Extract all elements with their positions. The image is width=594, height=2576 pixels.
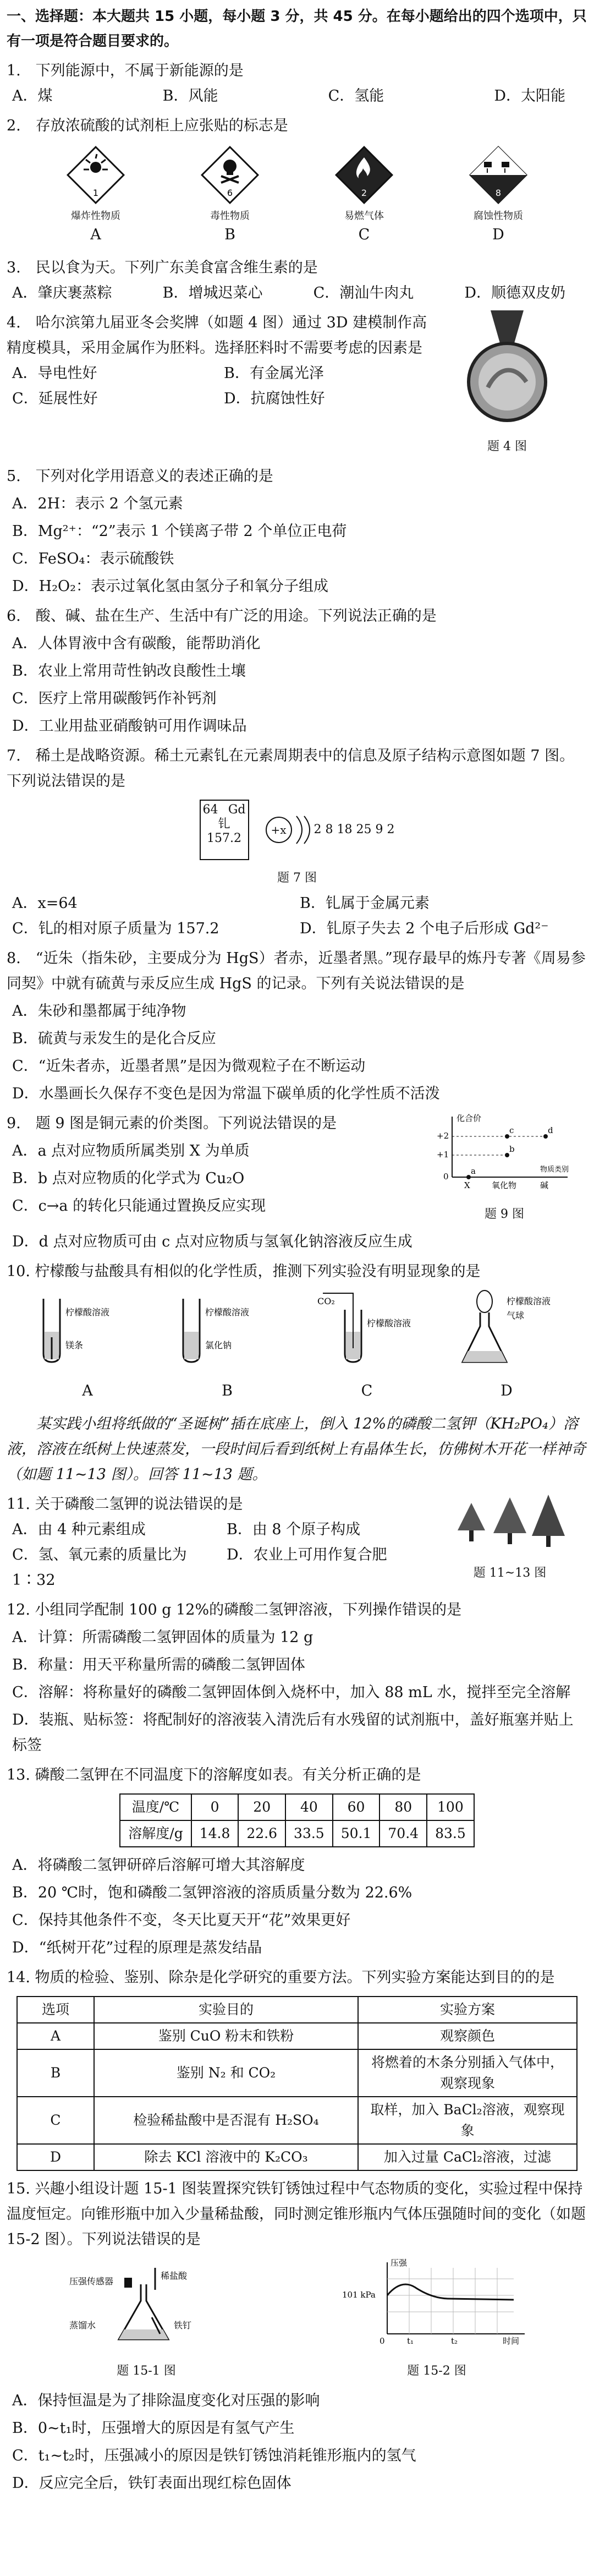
test-tube-icon: [32, 1288, 142, 1370]
svg-text:0: 0: [380, 2336, 385, 2346]
atomic-number: 64: [202, 803, 218, 817]
option-b[interactable]: B．由 8 个原子构成: [227, 1521, 361, 1538]
svg-text:稀盐酸: 稀盐酸: [161, 2271, 188, 2281]
option-d[interactable]: D．太阳能: [494, 87, 565, 105]
svg-text:t₂: t₂: [451, 2336, 458, 2346]
options-grid: [7, 361, 436, 412]
question-stem: 6. 酸、碱、盐在生产、生活中有广泛的用途。下列说法正确的是: [7, 608, 437, 625]
figure-15-1: [58, 2262, 234, 2384]
option-c[interactable]: C．延展性好: [12, 390, 98, 407]
graph-xcat: 碱: [540, 1180, 549, 1190]
table-row[interactable]: [17, 2144, 577, 2170]
option-a[interactable]: A．2H：表示 2 个氢元素: [12, 495, 183, 512]
question-4: [7, 310, 587, 460]
table-header: 实验方案: [358, 1997, 577, 2023]
sign-letter: B: [224, 226, 235, 243]
figure-caption: 题 11~13 图: [473, 1566, 547, 1580]
apparatus-row: [7, 1284, 587, 1407]
figure-caption: 题 15-2 图: [407, 2364, 466, 2378]
skull-sign-icon: [197, 142, 263, 208]
table-cell: A: [17, 2023, 94, 2049]
table-cell: 60: [333, 1794, 380, 1820]
setup-letter: B: [222, 1382, 233, 1399]
sign-letter: A: [90, 226, 101, 243]
svg-text:柠檬酸溶液: 柠檬酸溶液: [367, 1318, 411, 1328]
svg-text:时间: 时间: [503, 2336, 520, 2346]
question-stem: 1. 下列能源中，不属于新能源的是: [7, 62, 244, 79]
table-cell: 检验稀盐酸中是否混有 H₂SO₄: [94, 2097, 358, 2144]
option-a[interactable]: A．肇庆裹蒸粽: [12, 285, 112, 302]
question-stem: 8. “近朱（指朱砂，主要成分为 HgS）者赤，近墨者黑。”现存最早的炼丹专著《周易参同契》中就有硫黄与汞反应生成 HgS 的记录。下列有关说法错误的是: [7, 950, 586, 992]
atom-structure: [266, 813, 395, 846]
question-stem: 3. 民以食为天。下列广东美食富含维生素的是: [7, 259, 318, 276]
option-d[interactable]: D．钆原子失去 2 个电子后形成 Gd²⁻: [300, 920, 549, 937]
graph-xcat: X: [464, 1180, 470, 1190]
sign-name: 腐蚀性物质: [474, 210, 523, 222]
valence-graph: [425, 1111, 584, 1227]
setup-letter: A: [82, 1382, 93, 1399]
option-c[interactable]: C．t₁~t₂时，压强减小的原因是铁钉锈蚀消耗锥形瓶内的氢气: [12, 2447, 416, 2464]
option-b[interactable]: B．b 点对应物质的化学式为 Cu₂O: [12, 1170, 245, 1187]
flask-sensor-icon: [58, 2262, 234, 2350]
point-a: [466, 1175, 471, 1179]
option-c[interactable]: C．保持其他条件不变，冬天比夏天开“花”效果更好: [12, 1912, 351, 1929]
point-label: d: [548, 1125, 553, 1135]
table-header: 选项: [17, 1997, 94, 2023]
option-c[interactable]: C．“近朱者赤，近墨者黑”是因为微观粒子在不断运动: [12, 1058, 366, 1075]
options-grid: [7, 1517, 441, 1593]
option-a[interactable]: A．将磷酸二氢钾研碎后溶解可增大其溶解度: [12, 1857, 305, 1874]
question-11: [7, 1492, 587, 1593]
hazard-sign-c[interactable]: [326, 142, 403, 248]
figure-caption: 题 4 图: [487, 440, 527, 453]
table-cell: 22.6: [238, 1820, 285, 1847]
solubility-table: [119, 1793, 474, 1847]
table-row: [120, 1820, 474, 1847]
question-3: [7, 255, 587, 306]
table-cell: 70.4: [380, 1820, 427, 1847]
table-cell: 14.8: [191, 1820, 239, 1847]
graph-xcat: 氧化物: [492, 1180, 517, 1190]
table-cell: 鉴别 CuO 粉末和铁粉: [94, 2023, 358, 2049]
graph-ylabel: 化合价: [457, 1113, 482, 1123]
element-figure: [7, 800, 587, 860]
option-d[interactable]: D．“纸树开花”过程的原理是蒸发结晶: [12, 1939, 262, 1956]
table-cell: 80: [380, 1794, 427, 1820]
hazard-sign-d[interactable]: [460, 142, 537, 248]
option-a[interactable]: A．保持恒温是为了排除温度变化对压强的影响: [12, 2392, 320, 2409]
svg-text:t₁: t₁: [407, 2336, 414, 2346]
table-cell: 100: [427, 1794, 474, 1820]
row-label: 温度/℃: [120, 1794, 191, 1820]
table-header-row: [17, 1997, 577, 2023]
section-title: 一、选择题：本大题共 15 小题，每小题 3 分，共 45 分。在每小题给出的四个选项中，只有一项是符合题目要求的。: [7, 8, 587, 50]
svg-text:6: 6: [227, 188, 233, 198]
apparatus-b[interactable]: [167, 1288, 288, 1404]
graph-ytick: 0: [443, 1172, 449, 1182]
explosive-sign-icon: [63, 142, 129, 208]
option-a[interactable]: A．朱砂和墨都属于纯净物: [12, 1003, 186, 1020]
question-9: [7, 1111, 587, 1255]
option-d[interactable]: D．装瓶、贴标签：将配制好的溶液装入清洗后有水残留的试剂瓶中，盖好瓶塞并贴上标签: [12, 1711, 574, 1754]
graph-ytick: +1: [437, 1150, 449, 1160]
question-stem: 2. 存放浓硫酸的试剂柜上应张贴的标志是: [7, 117, 288, 134]
question-stem: 15. 兴趣小组设计题 15-1 图装置探究铁钉锈蚀过程中气态物质的变化，实验过程中保持温度恒定。向锥形瓶中加入少量稀盐酸，同时测定锥形瓶内气体压强随时间的变化（如题 15-2 图）。下列说法错误的是: [7, 2180, 586, 2248]
question-stem: 4. 哈尔滨第九届亚冬会奖牌（如题 4 图）通过 3D 建模制作高精度模具，采用金属作为胚料。选择胚料时不需要考虑的因素是: [7, 314, 427, 357]
table-cell: D: [17, 2144, 94, 2170]
element-symbol: Gd: [228, 803, 246, 817]
shell-arcs-icon: [292, 813, 314, 846]
medal-figure: [436, 310, 579, 460]
option-c[interactable]: C．c→a 的转化只能通过置换反应实现: [12, 1197, 266, 1215]
apparatus-c[interactable]: [306, 1288, 427, 1404]
svg-text:压强传感器: 压强传感器: [69, 2276, 114, 2287]
point-d: [543, 1134, 548, 1139]
figure-15-2: [338, 2257, 536, 2384]
question-14: [7, 1965, 587, 2171]
option-c[interactable]: C．溶解：将称量好的磷酸二氢钾固体倒入烧杯中，加入 88 mL 水，搅拌至完全溶解: [12, 1684, 571, 1701]
option-c[interactable]: C．潮汕牛肉丸: [313, 285, 414, 302]
point-c: [505, 1134, 509, 1139]
flask-balloon-icon: [452, 1288, 562, 1370]
medal-photo-icon: [460, 310, 554, 426]
table-row: [120, 1794, 474, 1820]
figure-caption: 题 9 图: [485, 1207, 524, 1221]
option-c[interactable]: C．FeSO₄：表示硫酸铁: [12, 550, 174, 567]
table-cell: 除去 KCl 溶液中的 K₂CO₃: [94, 2144, 358, 2170]
paper-trees-icon: [449, 1492, 570, 1552]
apparatus-a[interactable]: [27, 1288, 148, 1404]
table-cell: 20: [238, 1794, 285, 1820]
hazard-sign-b[interactable]: [191, 142, 268, 248]
svg-text:铁钉: 铁钉: [174, 2320, 192, 2331]
test-tube-icon: [172, 1288, 282, 1370]
paper-trees-figure: [441, 1492, 579, 1586]
option-b[interactable]: B．增城迟菜心: [162, 285, 263, 302]
sign-letter: C: [358, 226, 370, 243]
option-c[interactable]: C．医疗上常用碳酸钙作补钙剂: [12, 690, 217, 707]
question-stem: 13. 磷酸二氢钾在不同温度下的溶解度如表。有关分析正确的是: [7, 1766, 421, 1784]
option-d[interactable]: D．顺德双皮奶: [464, 285, 565, 302]
sign-name: 易燃气体: [344, 210, 384, 222]
options-row: [7, 281, 587, 306]
table-cell: B: [17, 2049, 94, 2097]
setup-letter: D: [501, 1382, 513, 1399]
table-cell: 观察颜色: [358, 2023, 577, 2049]
option-d[interactable]: D．农业上可用作复合肥: [227, 1546, 387, 1563]
table-cell: C: [17, 2097, 94, 2144]
svg-text:柠檬酸溶液: 柠檬酸溶液: [507, 1296, 551, 1306]
hazard-sign-a[interactable]: [57, 142, 134, 248]
question-7: [7, 743, 587, 942]
option-b[interactable]: B．称量：用天平称量所需的磷酸二氢钾固体: [12, 1656, 305, 1673]
option-d[interactable]: D．抗腐蚀性好: [224, 390, 325, 407]
table-row[interactable]: [17, 2023, 577, 2049]
svg-text:柠檬酸溶液: 柠檬酸溶液: [65, 1307, 110, 1317]
table-cell: 0: [191, 1794, 239, 1820]
question-stem: 9. 题 9 图是铜元素的价类图。下列说法错误的是: [7, 1115, 337, 1132]
flame-sign-icon: [331, 142, 397, 208]
option-b[interactable]: B．有金属光泽: [224, 365, 324, 382]
option-b[interactable]: B．风能: [162, 87, 218, 105]
figure-caption: 题 15-1 图: [117, 2364, 176, 2378]
option-a[interactable]: A．导电性好: [12, 365, 97, 382]
svg-text:氯化钠: 氯化钠: [205, 1340, 232, 1350]
point-label: c: [509, 1125, 514, 1135]
sign-name: 爆炸性物质: [71, 210, 120, 222]
svg-text:8: 8: [495, 188, 502, 198]
corrosive-sign-icon: [465, 142, 531, 208]
question-8: [7, 946, 587, 1107]
option-d[interactable]: D．d 点对应物质可由 c 点对应物质与氢氧化钠溶液反应生成: [12, 1233, 413, 1250]
option-c[interactable]: C．氢能: [328, 87, 384, 105]
svg-text:蒸馏水: 蒸馏水: [69, 2320, 96, 2331]
option-d[interactable]: D．工业用盐亚硝酸钠可用作调味品: [12, 718, 247, 735]
table-header: 实验目的: [94, 1997, 358, 2023]
option-d[interactable]: D．H₂O₂：表示过氧化氢由氢分子和氧分子组成: [12, 578, 328, 595]
question-5: [7, 464, 587, 599]
table-cell: 取样，加入 BaCl₂溶液，观察现象: [358, 2097, 577, 2144]
option-c[interactable]: C．钆的相对原子质量为 157.2: [12, 920, 219, 937]
option-d[interactable]: D．水墨画长久保存不变色是因为常温下碳单质的化学性质不活泼: [12, 1085, 440, 1102]
option-b[interactable]: B．20 ℃时，饱和磷酸二氢钾溶液的溶质质量分数为 22.6%: [12, 1884, 413, 1901]
svg-text:气球: 气球: [507, 1310, 525, 1321]
question-6: [7, 604, 587, 739]
table-cell: 加入过量 CaCl₂溶液，过滤: [358, 2144, 577, 2170]
experiment-table: [16, 1996, 578, 2171]
option-b[interactable]: B．硫黄与汞发生的是化合反应: [12, 1030, 216, 1047]
table-row[interactable]: [17, 2097, 577, 2144]
gas-tube-icon: [312, 1288, 422, 1370]
row-label: 溶解度/g: [120, 1820, 191, 1847]
question-13: [7, 1763, 587, 1961]
table-row[interactable]: [17, 2049, 577, 2097]
element-name: 钆: [218, 817, 230, 831]
table-cell: 鉴别 N₂ 和 CO₂: [94, 2049, 358, 2097]
shared-passage: 某实践小组将纸做的“圣诞树”插在底座上，倒入 12%的磷酸二氢钾（KH₂PO₄）溶液，溶液在纸树上快速蒸发，一段时间后看到纸树上有晶体生长，仿佛树木开花一样神奇（如题 11~13 图）。回答 11~13 题。: [7, 1415, 586, 1483]
setup-letter: C: [361, 1382, 373, 1399]
question-15: [7, 2176, 587, 2496]
svg-text:柠檬酸溶液: 柠檬酸溶液: [205, 1307, 250, 1317]
question-1: [7, 58, 587, 109]
svg-text:镁条: 镁条: [65, 1340, 84, 1350]
atomic-mass: 157.2: [207, 832, 241, 845]
sign-name: 毒性物质: [210, 210, 250, 222]
table-cell: 50.1: [333, 1820, 380, 1847]
periodic-cell: [200, 800, 249, 860]
option-a[interactable]: A．煤: [12, 87, 53, 105]
pressure-time-chart: [338, 2257, 536, 2350]
table-cell: 40: [285, 1794, 333, 1820]
question-stem: 7. 稀土是战略资源。稀土元素钆在元素周期表中的信息及原子结构示意图如题 7 图。下列说法错误的是: [7, 747, 575, 790]
option-b[interactable]: B．Mg²⁺：“2”表示 1 个镁离子带 2 个单位正电荷: [12, 523, 347, 540]
svg-text:1: 1: [92, 188, 99, 198]
option-a[interactable]: A．由 4 种元素组成: [12, 1521, 146, 1538]
options-row: [7, 84, 587, 109]
table-cell: 将燃着的木条分别插入气体中，观察现象: [358, 2049, 577, 2097]
valence-class-chart: [430, 1111, 579, 1194]
svg-text:压强: 压强: [391, 2258, 408, 2268]
nucleus: +x: [266, 817, 292, 843]
svg-text:101 kPa: 101 kPa: [342, 2290, 376, 2300]
question-stem: 11. 关于磷酸二氢钾的说法错误的是: [7, 1496, 243, 1513]
point-b: [505, 1153, 509, 1157]
question-12: [7, 1598, 587, 1758]
question-10: [7, 1259, 587, 1407]
figure-row: [7, 2257, 587, 2384]
option-a[interactable]: A．计算：所需磷酸二氢钾固体的质量为 12 g: [12, 1629, 314, 1646]
option-a[interactable]: A．x=64: [12, 895, 78, 912]
figure-caption: 题 7 图: [277, 871, 317, 885]
option-b[interactable]: B．0~t₁时，压强增大的原因是有氢气产生: [12, 2420, 295, 2437]
question-stem: 12. 小组同学配制 100 g 12%的磷酸二氢钾溶液，下列操作错误的是: [7, 1601, 462, 1618]
apparatus-d[interactable]: [446, 1288, 567, 1404]
shell-electrons: 2 8 18 25 9 2: [314, 823, 395, 836]
svg-text:2: 2: [361, 188, 367, 198]
question-stem: 5. 下列对化学用语意义的表述正确的是: [7, 468, 273, 485]
point-label: b: [509, 1144, 515, 1154]
table-cell: 83.5: [427, 1820, 474, 1847]
option-a[interactable]: A．a 点对应物质所属类别 X 为单质: [12, 1142, 250, 1160]
question-stem: 10. 柠檬酸与盐酸具有相似的化学性质，推测下列实验没有明显现象的是: [7, 1263, 481, 1280]
table-cell: 33.5: [285, 1820, 333, 1847]
graph-ytick: +2: [437, 1131, 449, 1141]
question-2: [7, 113, 587, 251]
svg-text:CO₂: CO₂: [317, 1296, 335, 1306]
sign-letter: D: [492, 226, 504, 243]
hazard-signs: [7, 139, 587, 251]
option-c[interactable]: C．氢、氧元素的质量比为 1∶32: [12, 1546, 187, 1589]
option-d[interactable]: D．反应完全后，铁钉表面出现红棕色固体: [12, 2475, 292, 2492]
graph-xlabel: 物质类别: [540, 1166, 569, 1174]
option-b[interactable]: B．农业上常用苛性钠改良酸性土壤: [12, 663, 246, 680]
question-stem: 14. 物质的检验、鉴别、除杂是化学研究的重要方法。下列实验方案能达到目的的是: [7, 1969, 555, 1986]
point-label: a: [471, 1166, 476, 1176]
options-grid: [7, 891, 587, 942]
option-b[interactable]: B．钆属于金属元素: [300, 895, 430, 912]
option-a[interactable]: A．人体胃液中含有碳酸，能帮助消化: [12, 635, 261, 652]
